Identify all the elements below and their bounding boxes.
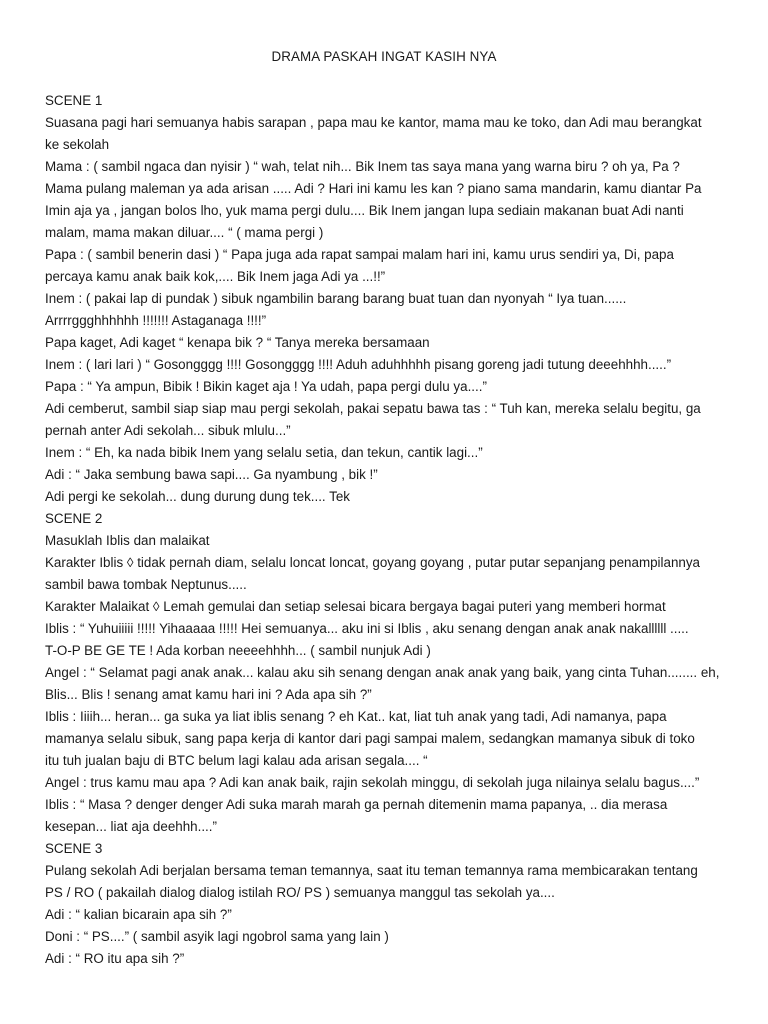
text-line: kesepan... liat aja deehhh....” <box>45 819 217 834</box>
text-line: SCENE 1 <box>45 93 103 108</box>
text-line: SCENE 3 <box>45 841 103 856</box>
text-line: PS / RO ( pakailah dialog dialog istilah RO/ PS ) semuanya manggul tas sekolah ya.... <box>45 885 555 900</box>
text-line: Iblis : “ Masa ? denger denger Adi suka marah marah ga pernah ditemenin mama papanya, .. dia merasa <box>45 797 668 812</box>
text-line: T-O-P BE GE TE ! Ada korban neeeehhhh... ( sambil nunjuk Adi ) <box>45 643 431 658</box>
text-line: malam, mama makan diluar.... “ ( mama pergi ) <box>45 225 324 240</box>
text-line: Arrrrggghhhhhh !!!!!!! Astaganaga !!!!” <box>45 313 267 328</box>
document-title: DRAMA PASKAH INGAT KASIH NYA <box>271 49 497 64</box>
text-line: Papa : ( sambil benerin dasi ) “ Papa juga ada rapat sampai malam hari ini, kamu urus sendiri ya, Di, papa <box>45 247 674 262</box>
text-line: percaya kamu anak baik kok,.... Bik Inem jaga Adi ya ...!!” <box>45 269 386 284</box>
text-line: Iblis : Iiiih... heran... ga suka ya liat iblis senang ? eh Kat.. kat, liat tuh anak yang tadi, Adi namanya, papa <box>45 709 667 724</box>
text-line: Adi pergi ke sekolah... dung durung dung tek.... Tek <box>45 489 350 504</box>
text-line: Angel : “ Selamat pagi anak anak... kalau aku sih senang dengan anak anak yang baik, yang cinta Tuhan........ eh, <box>45 665 720 680</box>
text-line: Papa : “ Ya ampun, Bibik ! Bikin kaget aja ! Ya udah, papa pergi dulu ya....” <box>45 379 487 394</box>
text-line: Iblis : “ Yuhuiiiii !!!!! Yihaaaaa !!!!! Hei semuanya... aku ini si Iblis , aku senang dengan anak anak nakallllll ..... <box>45 621 689 636</box>
text-line: Inem : ( lari lari ) “ Gosongggg !!!! Gosongggg !!!! Aduh aduhhhhh pisang goreng jadi tutung deeehhhh.....” <box>45 357 672 372</box>
text-line: Inem : ( pakai lap di pundak ) sibuk ngambilin barang barang buat tuan dan nyonyah “ Iya tuan...... <box>45 291 627 306</box>
text-line: SCENE 2 <box>45 511 103 526</box>
text-line: ke sekolah <box>45 137 110 152</box>
text-line: Adi : “ kalian bicarain apa sih ?” <box>45 907 232 922</box>
document-body <box>45 90 735 970</box>
text-line: Karakter Malaikat ◊ Lemah gemulai dan setiap selesai bicara bergaya bagai puteri yang memberi hormat <box>45 599 666 614</box>
text-line: Masuklah Iblis dan malaikat <box>45 533 210 548</box>
text-line: Adi cemberut, sambil siap siap mau pergi sekolah, pakai sepatu bawa tas : “ Tuh kan, mereka selalu begitu, ga <box>45 401 701 416</box>
text-line: Adi : “ Jaka sembung bawa sapi.... Ga nyambung , bik !” <box>45 467 378 482</box>
text-line: Imin aja ya , jangan bolos lho, yuk mama pergi dulu.... Bik Inem jangan lupa sediain makanan buat Adi nanti <box>45 203 684 218</box>
text-line: itu tuh jualan baju di BTC belum lagi kalau ada arisan segala.... “ <box>45 753 428 768</box>
text-line: Mama pulang maleman ya ada arisan ..... Adi ? Hari ini kamu les kan ? piano sama mandarin, kamu diantar Pa <box>45 181 702 196</box>
text-line: Pulang sekolah Adi berjalan bersama teman temannya, saat itu teman temannya rama membicarakan tentang <box>45 863 698 878</box>
text-line: Adi : “ RO itu apa sih ?” <box>45 951 185 966</box>
text-line: Karakter Iblis ◊ tidak pernah diam, selalu loncat loncat, goyang goyang , putar putar sepanjang penampilannya <box>45 555 700 570</box>
text-line: Angel : trus kamu mau apa ? Adi kan anak baik, rajin sekolah minggu, di sekolah juga nilainya selalu bagus....” <box>45 775 700 790</box>
text-line: Mama : ( sambil ngaca dan nyisir ) “ wah, telat nih... Bik Inem tas saya mana yang warna biru ? oh ya, Pa ? <box>45 159 680 174</box>
text-line: Doni : “ PS....” ( sambil asyik lagi ngobrol sama yang lain ) <box>45 929 389 944</box>
text-line: sambil bawa tombak Neptunus..... <box>45 577 247 592</box>
text-line: Inem : “ Eh, ka nada bibik Inem yang selalu setia, dan tekun, cantik lagi...” <box>45 445 483 460</box>
text-line: mamanya selalu sibuk, sang papa kerja di kantor dari pagi sampai malem, sedangkan mamanya sibuk di toko <box>45 731 695 746</box>
text-line: pernah anter Adi sekolah... sibuk mlulu...” <box>45 423 291 438</box>
text-line: Suasana pagi hari semuanya habis sarapan , papa mau ke kantor, mama mau ke toko, dan Adi mau berangkat <box>45 115 702 130</box>
text-line: Papa kaget, Adi kaget “ kenapa bik ? “ Tanya mereka bersamaan <box>45 335 430 350</box>
text-line: Blis... Blis ! senang amat kamu hari ini ? Ada apa sih ?” <box>45 687 372 702</box>
